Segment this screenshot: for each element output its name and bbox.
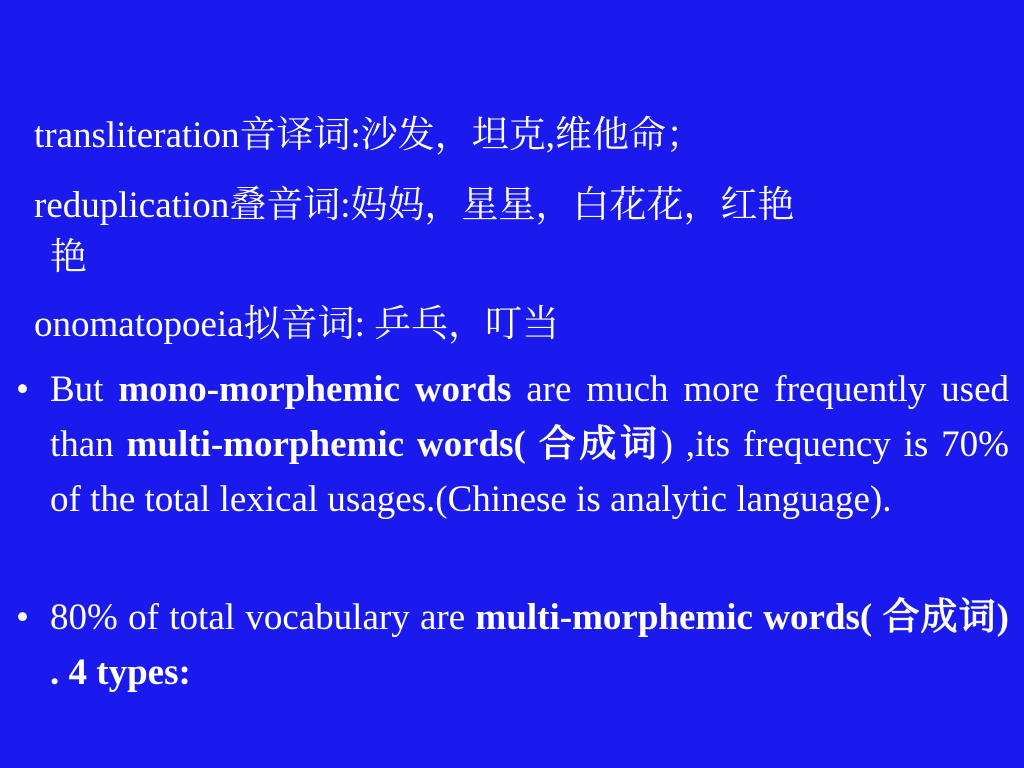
bullet-item-mono-morphemic [16, 362, 1009, 527]
reduplication-continuation: 艳 [50, 237, 87, 278]
bullet-marker: • [16, 597, 29, 638]
bullet-text [50, 590, 1009, 700]
bold-term-multi-morphemic-types: multi-morphemic words( 合成词) . 4 types: [50, 597, 1009, 693]
bullet-text [50, 362, 1009, 527]
bold-term-mono-morphemic: mono-morphemic words [118, 369, 512, 410]
bullet-item-multi-morphemic [16, 590, 1009, 700]
reduplication-line [34, 180, 1009, 284]
reduplication-text: reduplication叠音词:妈妈，星星，白花花，红艳 [34, 185, 795, 226]
transliteration-line: transliteration音译词:沙发，坦克,维他命； [34, 115, 704, 156]
bullet-text-segment: are much more frequently used than [50, 369, 1009, 465]
bullet-text-segment: 80% of total vocabulary are [50, 597, 476, 638]
bullet-marker: • [16, 369, 29, 410]
bullet-text-segment: ) ,its frequency is 70% of the total lexical usages.(Chinese is analytic language). [50, 424, 1009, 520]
onomatopoeia-line: onomatopoeia拟音词: 乒乓，叮当 [34, 304, 560, 345]
bullet-text-segment: But [50, 369, 119, 410]
bold-term-multi-morphemic: multi-morphemic words( 合成词 [126, 424, 661, 465]
